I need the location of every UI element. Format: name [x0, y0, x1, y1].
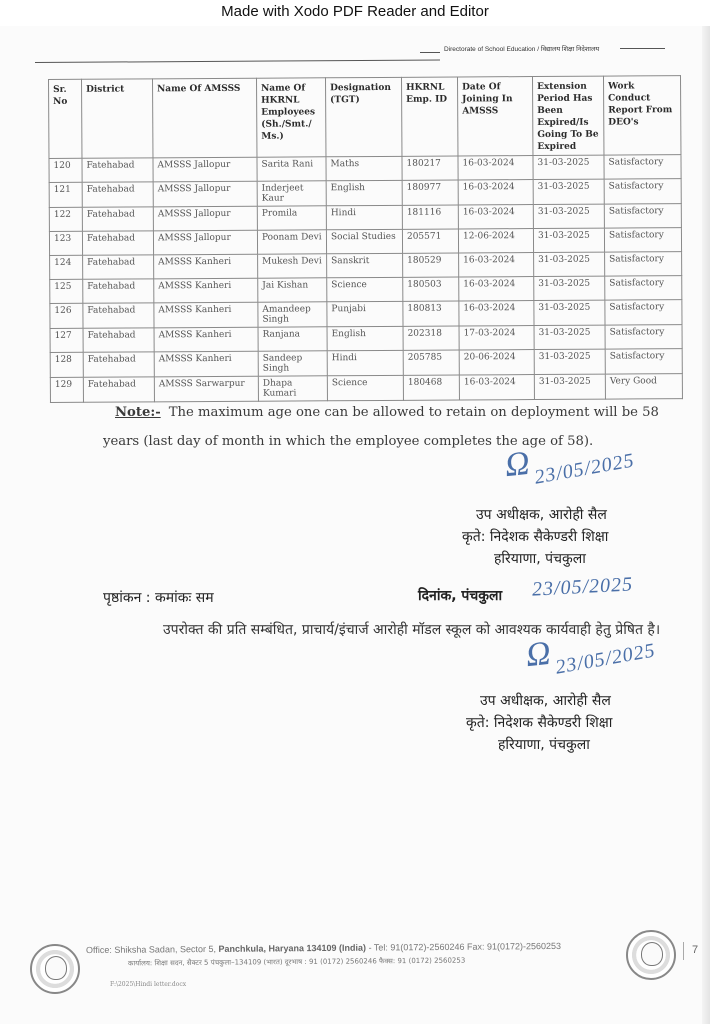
cell-sr: 129 [50, 377, 83, 402]
page-edge [702, 26, 710, 1024]
cell-emp-id: 180217 [402, 156, 458, 180]
cell-sr: 124 [50, 255, 83, 279]
cell-extension: 31-03-2025 [534, 374, 605, 399]
viewer-banner: Made with Xodo PDF Reader and Editor [221, 3, 489, 20]
cell-district: Fatehabad [83, 352, 154, 377]
cell-district: Fatehabad [82, 158, 153, 182]
cell-emp-id: 205571 [402, 229, 458, 253]
note-text: The maximum age one can be allowed to retain on deployment will be 58 years (last day of month in which the employee completes the age of 58). [103, 405, 659, 449]
cell-extension: 31-03-2025 [533, 179, 604, 204]
cell-designation: Science [327, 277, 403, 301]
signatory-designation: उप अधीक्षक, आरोही सैल [476, 507, 607, 523]
cell-sr: 122 [49, 207, 82, 231]
footer-office-addr: Shiksha Sadan, Sector 5, [114, 943, 216, 955]
table-header-row [49, 76, 681, 159]
cell-emp-id: 180529 [403, 253, 459, 277]
cell-joining: 17-03-2024 [459, 326, 534, 350]
girl-emblem-icon [45, 956, 67, 980]
cell-school: AMSSS Jallopur [153, 181, 257, 207]
cell-designation: English [326, 180, 402, 205]
signature-1 [503, 444, 636, 489]
page-number-divider [683, 942, 684, 960]
col-designation: Designation (TGT) [325, 77, 401, 156]
cell-name: Dhapa Kumari [258, 376, 327, 401]
cell-emp-id: 202318 [403, 326, 459, 350]
endorsement-date: 23/05/2025 [531, 573, 634, 601]
cell-sr: 125 [50, 279, 83, 303]
cell-conduct: Satisfactory [604, 155, 681, 179]
footer-office-prefix: Office: [85, 944, 112, 956]
employee-table [48, 75, 683, 403]
signatory-block-1 [462, 504, 642, 570]
footer-office-city: Panchkula, Haryana 134109 (India) [218, 942, 367, 954]
signature-scribble: Ω [503, 444, 532, 485]
col-school: Name Of AMSSS [153, 78, 257, 158]
cell-designation: Hindi [327, 350, 403, 375]
signatory-location: हरियाणा, पंचकुला [498, 737, 590, 753]
note-label: Note:- [115, 405, 161, 420]
cell-school: AMSSS Jallopur [153, 206, 257, 231]
cell-name: Inderjeet Kaur [257, 181, 326, 206]
cell-district: Fatehabad [83, 255, 154, 279]
cell-conduct: Satisfactory [604, 228, 681, 252]
cell-joining: 16-03-2024 [459, 375, 534, 400]
cell-designation: Maths [326, 156, 402, 180]
signature-2 [524, 634, 657, 679]
cell-district: Fatehabad [82, 207, 153, 231]
cell-designation: Punjabi [327, 301, 403, 326]
cell-conduct: Satisfactory [605, 252, 682, 276]
cell-school: AMSSS Kanheri [154, 327, 258, 352]
cell-district: Fatehabad [83, 377, 154, 402]
cell-joining: 16-03-2024 [459, 253, 534, 277]
cell-joining: 16-03-2024 [459, 301, 534, 326]
signatory-office: कृते: निदेशक सैकेण्डरी शिक्षा [466, 715, 613, 731]
signatory-location: हरियाणा, पंचकुला [494, 551, 586, 567]
cell-sr: 126 [50, 303, 83, 328]
table-row [49, 179, 681, 208]
signature-date: 23/05/2025 [532, 449, 636, 489]
letterhead-title: Directorate of School Education / विद्यालय शिक्षा निदेशालय [444, 46, 600, 53]
cell-school: AMSSS Sarwarpur [154, 376, 258, 402]
cell-extension: 31-03-2025 [533, 228, 604, 252]
cell-emp-id: 181116 [402, 205, 458, 229]
signature-date: 23/05/2025 [553, 639, 657, 679]
footer-office-contact: - Tel: 91(0172)-2560246 Fax: 91(0172)-2560253 [368, 940, 562, 953]
cell-joining: 16-03-2024 [458, 205, 533, 229]
page-number: 7 [692, 944, 699, 956]
cell-name: Poonam Devi [257, 230, 326, 254]
cell-designation: Hindi [326, 205, 402, 229]
cell-designation: English [327, 326, 403, 350]
header-rule [420, 52, 440, 53]
col-employee-name: Name Of HKRNL Employees (Sh./Smt./ Ms.) [256, 78, 325, 157]
cell-conduct: Satisfactory [605, 349, 682, 374]
cell-designation: Sanskrit [327, 253, 403, 277]
cell-district: Fatehabad [83, 328, 154, 352]
endorsement-text: उपरोक्त की प्रति सम्बंधित, प्राचार्य/इंचार्ज आरोही मॉडल स्कूल को आवश्यक कार्यवाही हेतु प्रेषित है। [163, 622, 661, 638]
endorsement-date-label: दिनांक, पंचकुला [418, 588, 503, 604]
endorsement-ref: पृष्ठांकन : कमांकः सम [103, 590, 214, 606]
cell-sr: 121 [49, 182, 82, 207]
cell-school: AMSSS Kanheri [154, 278, 258, 303]
header-rule [620, 48, 665, 49]
col-sr-no: Sr. No [49, 79, 82, 158]
cell-district: Fatehabad [83, 303, 154, 328]
signatory-office: कृते: निदेशक सैकेण्डरी शिक्षा [462, 529, 609, 545]
cell-sr: 128 [50, 352, 83, 377]
cell-extension: 31-03-2025 [534, 252, 605, 276]
col-extension-period: Extension Period Has Been Expired/Is Going To Be Expired [532, 76, 603, 155]
signature-scribble: Ω [524, 634, 553, 675]
signatory-designation: उप अधीक्षक, आरोही सैल [480, 693, 611, 709]
cell-conduct: Satisfactory [604, 204, 681, 228]
table-row [50, 300, 682, 329]
col-work-conduct: Work Conduct Report From DEO's [603, 76, 680, 155]
cell-extension: 31-03-2025 [534, 325, 605, 349]
cell-emp-id: 180813 [403, 301, 459, 326]
cell-joining: 16-03-2024 [458, 156, 533, 180]
cell-school: AMSSS Kanheri [154, 254, 258, 279]
cell-joining: 20-06-2024 [459, 350, 534, 375]
col-emp-id: HKRNL Emp. ID [401, 77, 457, 156]
cell-name: Ranjana [258, 327, 327, 351]
emblem-logo-right [626, 930, 676, 980]
cell-extension: 31-03-2025 [534, 300, 605, 325]
footer-file-path: F:\2025\Hindi letter.docx [110, 981, 187, 988]
girl-emblem-icon [641, 942, 663, 966]
cell-conduct: Satisfactory [605, 276, 682, 300]
cell-conduct: Very Good [605, 374, 682, 399]
cell-name: Sandeep Singh [258, 351, 327, 376]
cell-designation: Science [327, 375, 403, 400]
cell-conduct: Satisfactory [605, 325, 682, 349]
emblem-logo-left [30, 944, 80, 994]
col-joining-date: Date Of Joining In AMSSS [457, 77, 532, 156]
cell-school: AMSSS Jallopur [153, 157, 257, 182]
cell-school: AMSSS Jallopur [153, 230, 257, 255]
cell-name: Sarita Rani [257, 157, 326, 181]
cell-name: Mukesh Devi [258, 254, 327, 278]
cell-sr: 120 [49, 158, 82, 182]
cell-emp-id: 180977 [402, 180, 458, 205]
cell-extension: 31-03-2025 [534, 276, 605, 300]
cell-emp-id: 205785 [403, 350, 459, 375]
cell-sr: 123 [49, 231, 82, 255]
cell-name: Promila [257, 206, 326, 230]
footer-hindi-address: कार्यालय: शिक्षा सदन, सैक्टर 5 पंचकुला–134109 (भारत) दूरभाष : 91 (0172) 2560246 फैक्स: 91 (0172) 2560253 [127, 956, 466, 968]
col-district: District [82, 79, 153, 158]
cell-name: Jai Kishan [258, 278, 327, 302]
cell-school: AMSSS Kanheri [154, 351, 258, 377]
cell-sr: 127 [50, 328, 83, 352]
cell-extension: 31-03-2025 [534, 349, 605, 374]
cell-district: Fatehabad [82, 182, 153, 207]
cell-joining: 16-03-2024 [459, 277, 534, 301]
cell-emp-id: 180503 [403, 277, 459, 301]
cell-conduct: Satisfactory [604, 179, 681, 204]
cell-district: Fatehabad [83, 279, 154, 303]
cell-extension: 31-03-2025 [533, 155, 604, 179]
cell-district: Fatehabad [82, 231, 153, 255]
cell-name: Amandeep Singh [258, 302, 327, 327]
cell-school: AMSSS Kanheri [154, 302, 258, 328]
cell-joining: 12-06-2024 [458, 229, 533, 253]
cell-designation: Social Studies [326, 229, 402, 253]
signatory-block-2 [466, 690, 646, 756]
table-row [50, 349, 682, 378]
cell-emp-id: 180468 [403, 375, 459, 400]
cell-joining: 16-03-2024 [458, 180, 533, 205]
cell-conduct: Satisfactory [605, 300, 682, 325]
cell-extension: 31-03-2025 [533, 204, 604, 228]
